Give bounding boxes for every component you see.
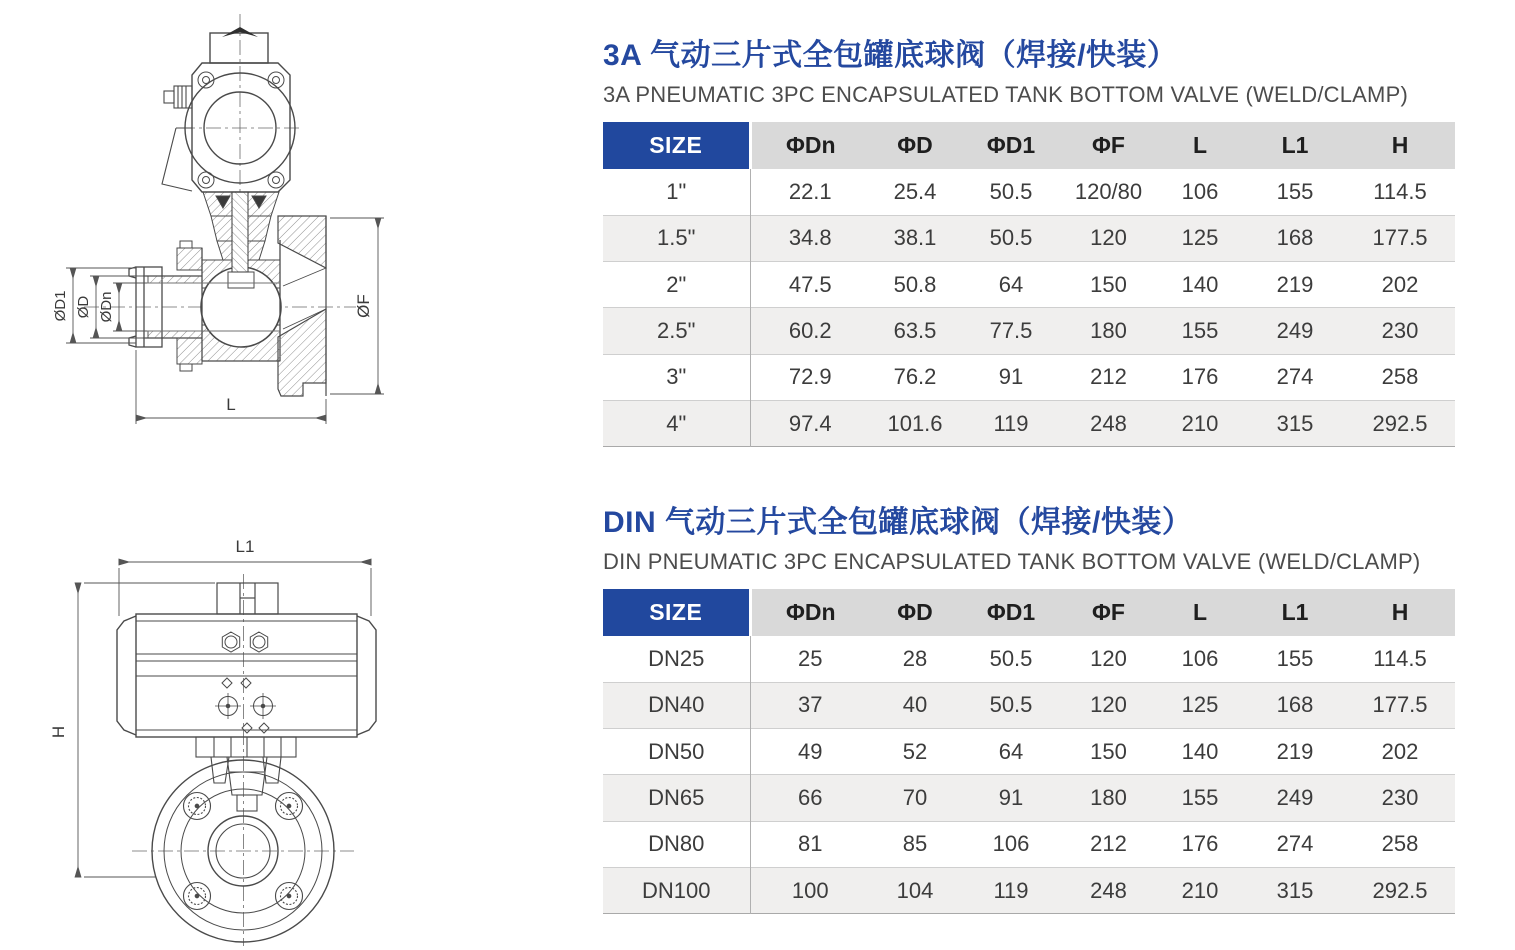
table-cell: 155 xyxy=(1245,636,1345,682)
table-cell: 150 xyxy=(1062,729,1155,775)
column-header: ΦD1 xyxy=(960,589,1062,636)
table-cell: 212 xyxy=(1062,354,1155,400)
column-header: ΦF xyxy=(1062,589,1155,636)
table-cell: 40 xyxy=(870,682,960,728)
table-row xyxy=(603,775,1455,821)
size-cell: 1" xyxy=(603,169,750,215)
table-cell: 52 xyxy=(870,729,960,775)
table-cell: 49 xyxy=(750,729,870,775)
column-header: H xyxy=(1345,122,1455,169)
pneumatic-actuator-front-drawing xyxy=(0,500,600,950)
table-cell: 114.5 xyxy=(1345,636,1455,682)
size-column-header: SIZE xyxy=(603,589,750,636)
body-flange xyxy=(177,241,202,371)
table-cell: 140 xyxy=(1155,729,1245,775)
table-row xyxy=(603,215,1455,261)
spec-section-din xyxy=(603,503,1473,914)
table-cell: 274 xyxy=(1245,354,1345,400)
table-cell: 176 xyxy=(1155,821,1245,867)
actuator-bolts xyxy=(215,632,276,733)
table-cell: 37 xyxy=(750,682,870,728)
table-cell: 248 xyxy=(1062,867,1155,913)
table-cell: 63.5 xyxy=(870,308,960,354)
table-row xyxy=(603,636,1455,682)
table-cell: 202 xyxy=(1345,262,1455,308)
table-cell: 70 xyxy=(870,775,960,821)
header-row xyxy=(603,122,1455,169)
table-cell: 249 xyxy=(1245,775,1345,821)
section-title-cn: DIN 气动三片式全包罐底球阀（焊接/快装） xyxy=(603,506,1193,539)
table-cell: 210 xyxy=(1155,867,1245,913)
table-cell: 120 xyxy=(1062,682,1155,728)
table-cell: 168 xyxy=(1245,215,1345,261)
table-cell: 315 xyxy=(1245,400,1345,446)
size-cell: 2" xyxy=(603,262,750,308)
table-row xyxy=(603,169,1455,215)
dim-label-d: ØD xyxy=(75,295,92,319)
header-row xyxy=(603,589,1455,636)
table-cell: 25.4 xyxy=(870,169,960,215)
table-row xyxy=(603,867,1455,913)
table-cell: 34.8 xyxy=(750,215,870,261)
dim-label-l1: L1 xyxy=(235,537,255,556)
column-header: ΦF xyxy=(1062,122,1155,169)
table-cell: 50.5 xyxy=(960,169,1062,215)
table-cell: 119 xyxy=(960,400,1062,446)
column-header: L xyxy=(1155,122,1245,169)
table-cell: 274 xyxy=(1245,821,1345,867)
table-cell: 104 xyxy=(870,867,960,913)
dim-label-d1: ØD1 xyxy=(52,290,69,322)
table-row xyxy=(603,821,1455,867)
stem xyxy=(232,192,248,272)
table-row xyxy=(603,729,1455,775)
table-cell: 150 xyxy=(1062,262,1155,308)
size-table-din xyxy=(603,589,1455,914)
table-cell: 258 xyxy=(1345,821,1455,867)
table-cell: 177.5 xyxy=(1345,215,1455,261)
table-cell: 249 xyxy=(1245,308,1345,354)
table-cell: 258 xyxy=(1345,354,1455,400)
column-header: ΦD xyxy=(870,589,960,636)
table-cell: 100 xyxy=(750,867,870,913)
table-row xyxy=(603,262,1455,308)
table-cell: 25 xyxy=(750,636,870,682)
table-cell: 85 xyxy=(870,821,960,867)
size-cell: DN25 xyxy=(603,636,750,682)
table-row xyxy=(603,400,1455,446)
table-cell: 76.2 xyxy=(870,354,960,400)
table-cell: 155 xyxy=(1155,775,1245,821)
table-cell: 91 xyxy=(960,354,1062,400)
size-cell: DN40 xyxy=(603,682,750,728)
size-cell: 3" xyxy=(603,354,750,400)
table-cell: 230 xyxy=(1345,775,1455,821)
table-cell: 120/80 xyxy=(1062,169,1155,215)
table-cell: 315 xyxy=(1245,867,1345,913)
table-cell: 106 xyxy=(1155,169,1245,215)
table-cell: 97.4 xyxy=(750,400,870,446)
size-cell: DN65 xyxy=(603,775,750,821)
table-row xyxy=(603,354,1455,400)
table-cell: 180 xyxy=(1062,775,1155,821)
dim-label-f: ØF xyxy=(354,294,373,318)
table-cell: 202 xyxy=(1345,729,1455,775)
table-cell: 38.1 xyxy=(870,215,960,261)
table-cell: 248 xyxy=(1062,400,1155,446)
table-cell: 64 xyxy=(960,729,1062,775)
table-cell: 177.5 xyxy=(1345,682,1455,728)
mount-bracket xyxy=(162,128,192,191)
table-cell: 292.5 xyxy=(1345,400,1455,446)
table-cell: 28 xyxy=(870,636,960,682)
stem-coupling xyxy=(228,272,254,288)
table-cell: 64 xyxy=(960,262,1062,308)
column-header: L xyxy=(1155,589,1245,636)
table-row xyxy=(603,308,1455,354)
table-cell: 50.8 xyxy=(870,262,960,308)
table-cell: 50.5 xyxy=(960,215,1062,261)
section-title-en: 3A PNEUMATIC 3PC ENCAPSULATED TANK BOTTOM VALVE (WELD/CLAMP) xyxy=(603,82,1408,107)
table-cell: 219 xyxy=(1245,729,1345,775)
size-cell: DN100 xyxy=(603,867,750,913)
size-cell: 2.5" xyxy=(603,308,750,354)
table-cell: 101.6 xyxy=(870,400,960,446)
pipe-wall-bottom xyxy=(148,331,202,338)
size-column-header: SIZE xyxy=(603,122,750,169)
table-cell: 77.5 xyxy=(960,308,1062,354)
table-cell: 106 xyxy=(1155,636,1245,682)
table-cell: 140 xyxy=(1155,262,1245,308)
table-cell: 120 xyxy=(1062,215,1155,261)
dim-label-h: H xyxy=(49,725,68,739)
size-cell: DN80 xyxy=(603,821,750,867)
table-cell: 72.9 xyxy=(750,354,870,400)
table-cell: 176 xyxy=(1155,354,1245,400)
tank-bottom-valve-section-drawing xyxy=(0,0,600,470)
column-header: H xyxy=(1345,589,1455,636)
table-cell: 219 xyxy=(1245,262,1345,308)
table-cell: 114.5 xyxy=(1345,169,1455,215)
section-title-en: DIN PNEUMATIC 3PC ENCAPSULATED TANK BOTTOM VALVE (WELD/CLAMP) xyxy=(603,549,1421,574)
size-cell: 1.5" xyxy=(603,215,750,261)
tank-cone xyxy=(278,216,326,396)
table-cell: 180 xyxy=(1062,308,1155,354)
table-cell: 125 xyxy=(1155,682,1245,728)
table-cell: 210 xyxy=(1155,400,1245,446)
table-cell: 119 xyxy=(960,867,1062,913)
column-header: ΦDn xyxy=(750,122,870,169)
actuator-body xyxy=(117,614,376,737)
table-cell: 168 xyxy=(1245,682,1345,728)
table-cell: 81 xyxy=(750,821,870,867)
table-cell: 125 xyxy=(1155,215,1245,261)
size-table-3a xyxy=(603,122,1455,447)
table-cell: 106 xyxy=(960,821,1062,867)
table-cell: 50.5 xyxy=(960,636,1062,682)
dim-label-l: L xyxy=(226,395,236,414)
mounting-bracket xyxy=(196,737,296,811)
column-header: ΦDn xyxy=(750,589,870,636)
table-cell: 66 xyxy=(750,775,870,821)
plate-bolts xyxy=(198,72,284,188)
table-cell: 120 xyxy=(1062,636,1155,682)
table-cell: 155 xyxy=(1245,169,1345,215)
table-cell: 292.5 xyxy=(1345,867,1455,913)
dim-label-dn: ØDn xyxy=(98,291,115,323)
spec-section-3a xyxy=(603,36,1473,447)
column-header: ΦD xyxy=(870,122,960,169)
pipe-wall-top xyxy=(148,276,202,283)
column-header: ΦD1 xyxy=(960,122,1062,169)
table-cell: 155 xyxy=(1155,308,1245,354)
table-cell: 47.5 xyxy=(750,262,870,308)
table-cell: 212 xyxy=(1062,821,1155,867)
section-title-cn: 3A 气动三片式全包罐底球阀（焊接/快装） xyxy=(603,39,1178,72)
table-cell: 22.1 xyxy=(750,169,870,215)
table-cell: 60.2 xyxy=(750,308,870,354)
air-fitting xyxy=(164,86,192,108)
table-cell: 230 xyxy=(1345,308,1455,354)
dimension-lines xyxy=(78,562,371,877)
actuator-stem xyxy=(217,583,278,614)
table-row xyxy=(603,682,1455,728)
column-header: L1 xyxy=(1245,589,1345,636)
size-cell: DN50 xyxy=(603,729,750,775)
size-cell: 4" xyxy=(603,400,750,446)
table-cell: 50.5 xyxy=(960,682,1062,728)
table-cell: 91 xyxy=(960,775,1062,821)
column-header: L1 xyxy=(1245,122,1345,169)
